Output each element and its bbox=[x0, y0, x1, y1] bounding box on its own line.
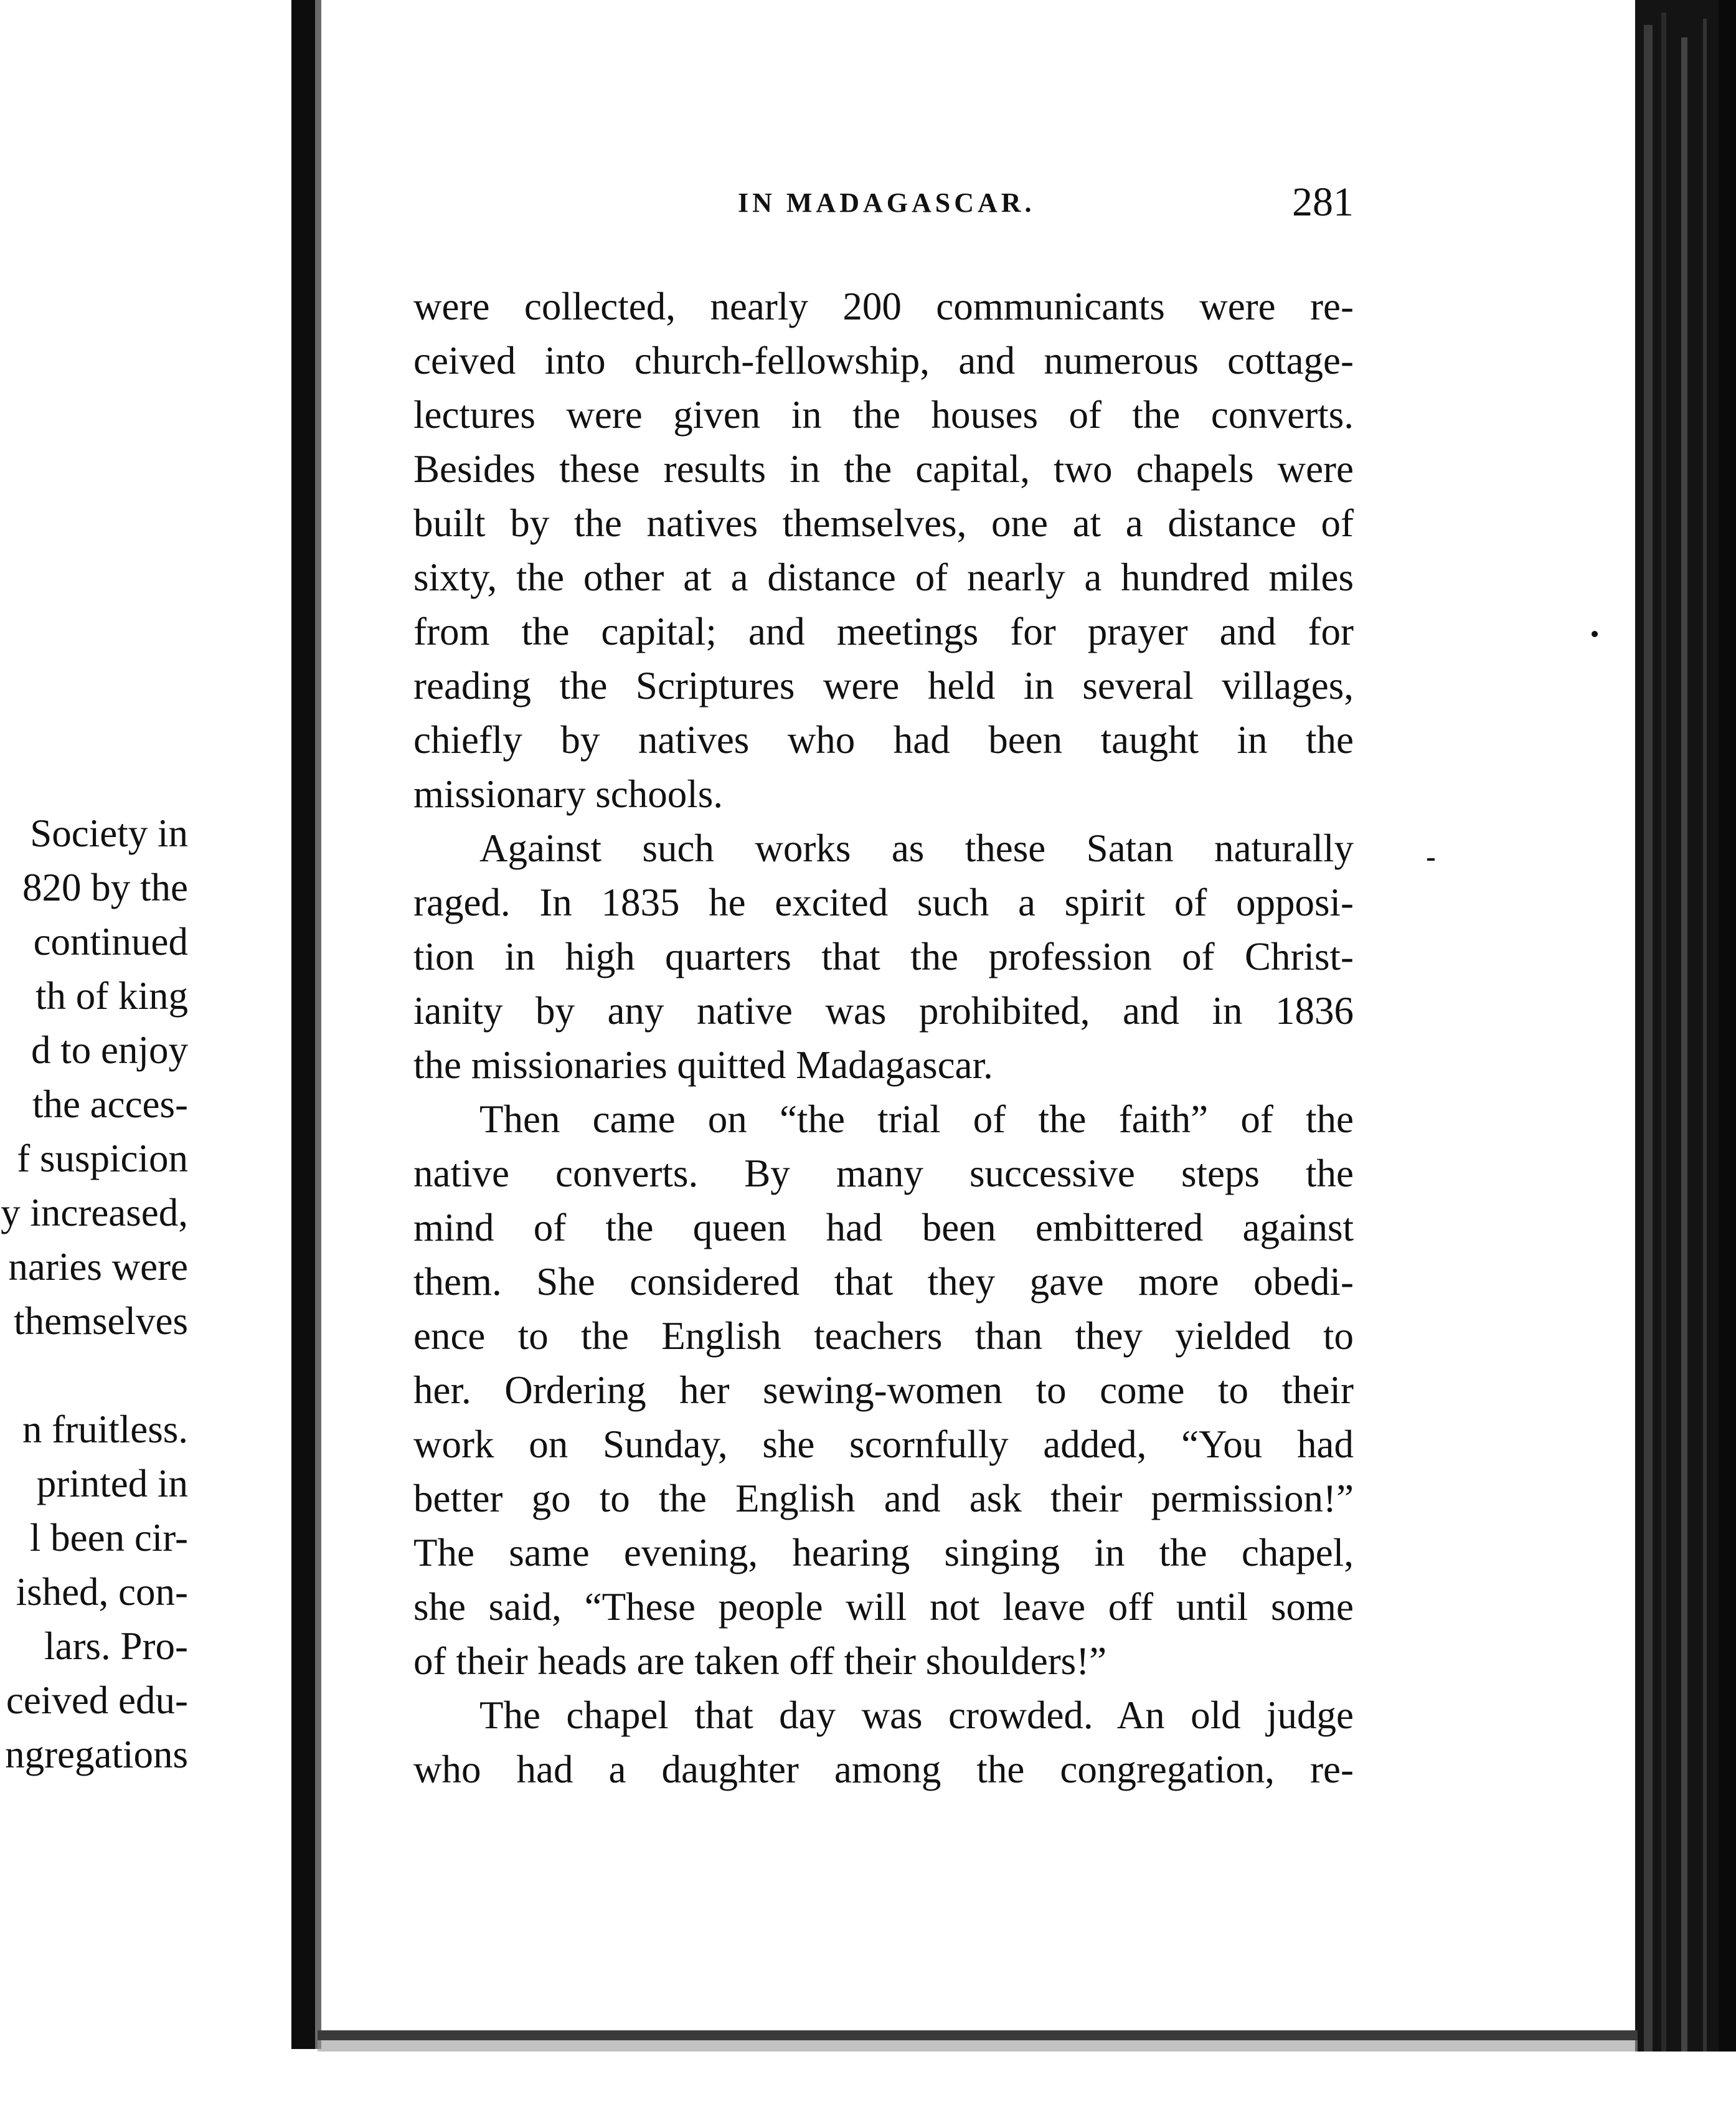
gutter-shadow bbox=[291, 0, 315, 2049]
body-line: them. She considered that they gave more obedi- bbox=[413, 1260, 1354, 1304]
left-page-line: naries were bbox=[8, 1245, 188, 1289]
body-line: she said, “These people will not leave off until some bbox=[413, 1585, 1354, 1629]
body-line: were collected, nearly 200 communicants were re- bbox=[413, 285, 1354, 328]
left-page-line: l been cir- bbox=[29, 1516, 188, 1559]
body-line: from the capital; and meetings for prayer and for bbox=[413, 610, 1354, 653]
body-line: native converts. By many successive steps the bbox=[413, 1152, 1354, 1195]
body-line: raged. In 1835 he excited such a spirit of opposi- bbox=[413, 881, 1354, 924]
left-page-line: Society in bbox=[30, 812, 188, 855]
left-page-line: d to enjoy bbox=[31, 1028, 188, 1072]
left-page-line: continued bbox=[33, 920, 188, 963]
page-bottom-edge bbox=[318, 2030, 1638, 2040]
body-line: lectures were given in the houses of the converts. bbox=[413, 393, 1354, 437]
body-line: tion in high quarters that the profession of Christ- bbox=[413, 935, 1354, 978]
body-line: The same evening, hearing singing in the chapel, bbox=[413, 1531, 1354, 1574]
left-page-line: ngregations bbox=[5, 1733, 188, 1776]
body-line: mind of the queen had been embittered against bbox=[413, 1206, 1354, 1249]
body-line: built by the natives themselves, one at a distance of bbox=[413, 501, 1354, 545]
page-number: 281 bbox=[1292, 179, 1354, 225]
body-line: her. Ordering her sewing-women to come to their bbox=[413, 1368, 1354, 1412]
body-line: chiefly by natives who had been taught in the bbox=[413, 718, 1354, 762]
body-line: sixty, the other at a distance of nearly a hundred miles bbox=[413, 556, 1354, 599]
left-page-line bbox=[0, 1348, 188, 1403]
body-line: who had a daughter among the congregation, re- bbox=[413, 1748, 1354, 1791]
body-line: ence to the English teachers than they yielded to bbox=[413, 1314, 1354, 1358]
running-head: IN MADAGASCAR. bbox=[738, 187, 1035, 218]
left-page-line: n fruitless. bbox=[22, 1408, 188, 1451]
body-line: Besides these results in the capital, two chapels were bbox=[413, 447, 1354, 491]
body-line: ceived into church-fellowship, and numerous cottage- bbox=[413, 339, 1354, 382]
body-line: better go to the English and ask their permission!” bbox=[413, 1477, 1354, 1520]
left-page-line: lars. Pro- bbox=[44, 1624, 188, 1668]
body-line: missionary schools. bbox=[413, 772, 723, 816]
left-page-line: f suspicion bbox=[17, 1137, 188, 1180]
left-page-line: ceived edu- bbox=[6, 1678, 188, 1722]
left-page-line: printed in bbox=[36, 1462, 188, 1505]
body-line: Against such works as these Satan naturally bbox=[479, 826, 1354, 870]
body-line: reading the Scriptures were held in several villages, bbox=[413, 664, 1354, 708]
body-line: The chapel that day was crowded. An old judge bbox=[479, 1693, 1354, 1737]
body-line: Then came on “the trial of the faith” of the bbox=[479, 1097, 1354, 1141]
body-line: of their heads are taken off their shoulders!” bbox=[413, 1639, 1107, 1683]
body-line: the missionaries quitted Madagascar. bbox=[413, 1043, 993, 1087]
body-line: ianity by any native was prohibited, and in 1836 bbox=[413, 989, 1354, 1033]
left-page-line: themselves bbox=[14, 1299, 188, 1343]
left-page-line: 820 by the bbox=[22, 866, 188, 909]
left-page-line: y increased, bbox=[1, 1191, 188, 1234]
body-line: work on Sunday, she scornfully added, “You had bbox=[413, 1422, 1354, 1466]
left-page-line: ished, con- bbox=[16, 1570, 188, 1614]
left-page-line: the acces- bbox=[32, 1082, 188, 1126]
left-page-line: th of king bbox=[35, 974, 188, 1018]
